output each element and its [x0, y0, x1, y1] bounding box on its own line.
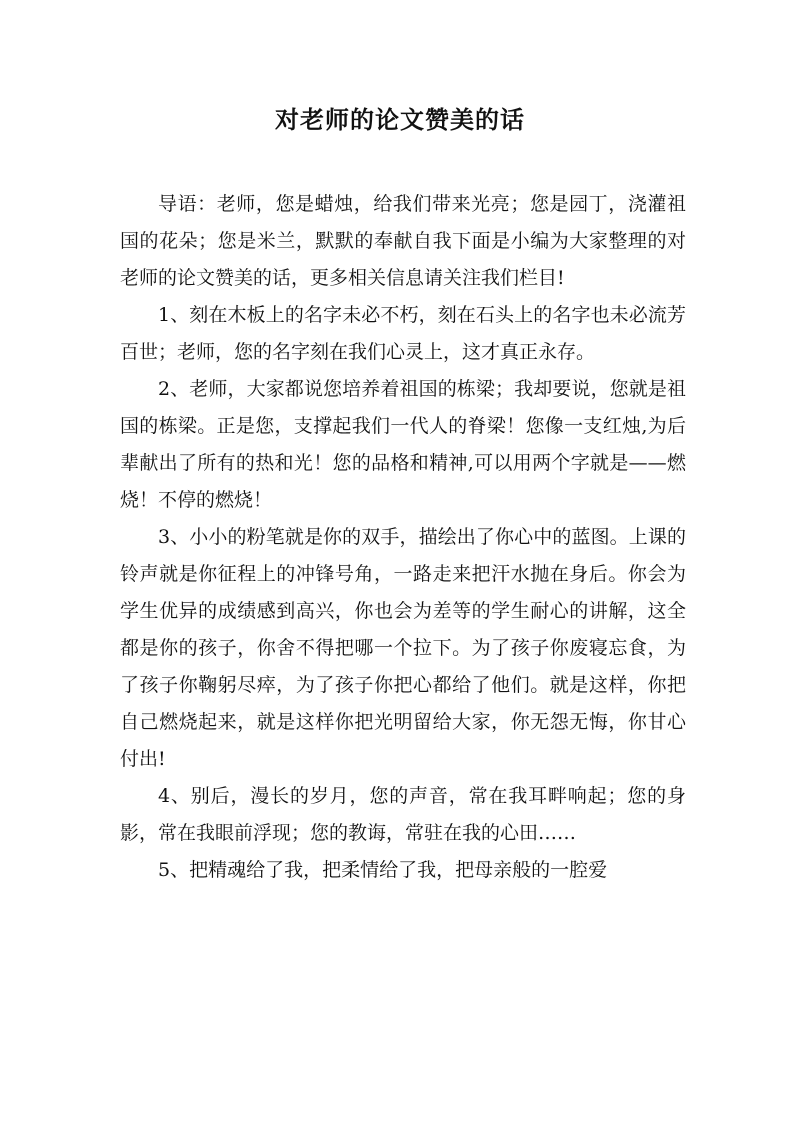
document-body [120, 186, 686, 889]
intro-paragraph: 导语：老师，您是蜡烛，给我们带来光亮；您是园丁，浇灌祖国的花朵；您是米兰，默默的奉献自我下面是小编为大家整理的对老师的论文赞美的话，更多相关信息请关注我们栏目! [120, 193, 686, 289]
paragraph-2: 2、老师，大家都说您培养着祖国的栋梁；我却要说，您就是祖国的栋梁。正是您，支撑起我们一代人的脊梁！您像一支红烛,为后辈献出了所有的热和光！您的品格和精神,可以用两个字就是——燃烧！不停的燃烧！ [120, 378, 686, 511]
paragraph-1: 1、刻在木板上的名字未必不朽，刻在石头上的名字也未必流芳百世；老师，您的名字刻在我们心灵上，这才真正永存。 [120, 304, 686, 363]
paragraph-4: 4、别后，漫长的岁月，您的声音，常在我耳畔响起；您的身影，常在我眼前浮现；您的教诲，常驻在我的心田…… [120, 785, 686, 844]
paragraph-3: 3、小小的粉笔就是你的双手，描绘出了你心中的蓝图。上课的铃声就是你征程上的冲锋号角，一路走来把汗水抛在身后。你会为学生优异的成绩感到高兴，你也会为差等的学生耐心的讲解，这全都是你的孩子，你舍不得把哪一个拉下。为了孩子你废寝忘食，为了孩子你鞠躬尽瘁，为了孩子你把心都给了他们。就是这样，你把自己燃烧起来，就是这样你把光明留给大家，你无怨无悔，你甘心付出! [120, 526, 686, 770]
paragraph-5: 5、把精魂给了我，把柔情给了我，把母亲般的一腔爱 [158, 859, 608, 881]
document-title: 对老师的论文赞美的话 [275, 105, 525, 134]
